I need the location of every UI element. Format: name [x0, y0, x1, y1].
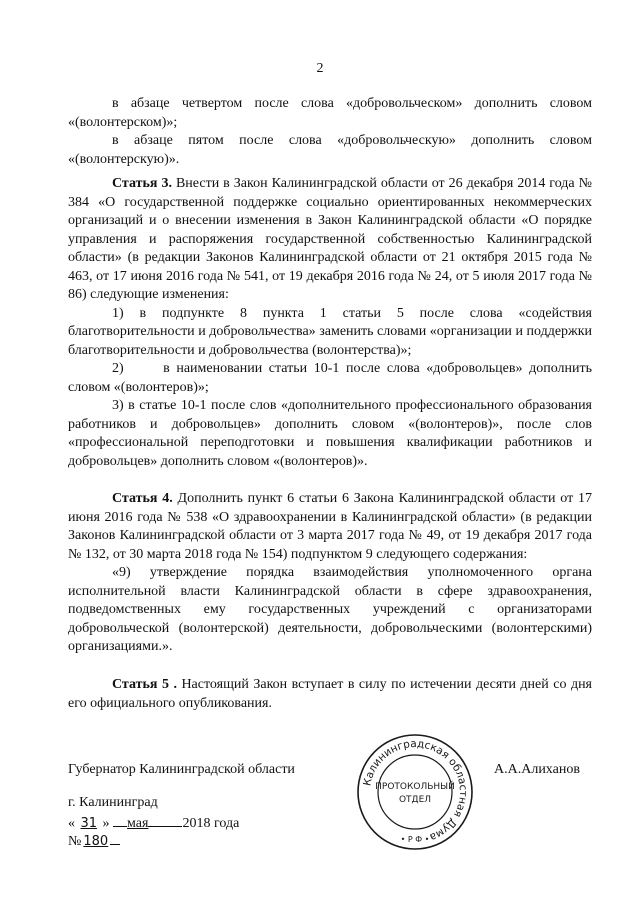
date-blank-1 — [113, 814, 127, 827]
law-number — [68, 832, 120, 850]
signatory-title: Губернатор Калининградской области — [68, 762, 295, 777]
date-year: 2018 года — [182, 816, 240, 831]
date-open-quote: « — [68, 816, 75, 831]
article-5-paragraph — [68, 676, 592, 713]
stamp-center-line-2: ОТДЕЛ — [398, 795, 432, 805]
stamp-ring-text: Калининградская областная Дума — [361, 737, 470, 844]
law-number-blank — [110, 832, 120, 845]
article-3-item-2: 2) в наименовании статьи 10-1 после слова «добровольцев» дополнить словом «(волонтеров)»; — [68, 361, 596, 395]
article-3-item-1: 1) в подпункте 8 пункта 1 статьи 5 после слова «содействия благотворительности и добровольчества» заменить словами «организации и поддержки благотворительности и добровольчества (волонтерства)»; — [68, 305, 592, 358]
article-5-label: Статья 5 . — [112, 677, 177, 692]
article-4-lead — [68, 490, 592, 564]
article-5 — [68, 676, 592, 713]
date-close-quote: » — [102, 816, 110, 831]
place-of-signing: г. Калининград — [68, 795, 158, 810]
article-5-text: Настоящий Закон вступает в силу по истечении десяти дней со дня его официального опубликования. — [68, 677, 592, 711]
signing-date — [68, 814, 239, 832]
article-3-text: Внести в Закон Калининградской области от 26 декабря 2014 года № 384 «О государственной поддержке социально ориентированных некоммерческих организаций и о внесении изменения в Закон Калининградской области «О порядке управления и распоряжения государственной собственностью Калининградской области» (в редакции Законов Калининградской области от 21 октября 2015 года № 463, от 17 июня 2016 года № 541, от 19 декабря 2016 года № 24, от 5 июля 2017 года № 86) следующие изменения: — [68, 176, 592, 302]
stamp-center-line-1: ПРОТОКОЛЬНЫЙ — [375, 782, 455, 792]
date-day: 31 — [80, 816, 98, 831]
signatory-name: А.А.Алиханов — [494, 762, 580, 777]
intro-block — [68, 95, 592, 169]
article-4-label: Статья 4. — [112, 491, 173, 506]
official-stamp — [355, 732, 475, 852]
page-number: 2 — [316, 61, 324, 76]
date-month: мая — [127, 816, 149, 831]
article-3-item-3: 3) в статье 10-1 после слов «дополнительного профессионального образования работников и добровольцев» дополнить словом «(волонтеров)», после слов «профессиональной переподготовки и повышения квалификации работников и добровольцев» дополнить словом «(волонтеров)». — [68, 398, 592, 469]
article-3-label: Статья 3. — [112, 176, 172, 191]
article-4-quote: «9) утверждение порядка взаимодействия уполномоченного органа исполнительной власти Калининградской области в сфере здравоохранения, подведомственных ему государственных учреждений с организаторами добровольческой (волонтерской) деятельности, добровольческими (волонтерскими) организациями.». — [68, 565, 592, 654]
stamp-bottom-text: • Р Ф • — [400, 835, 430, 844]
article-3-lead — [68, 175, 592, 305]
article-3 — [68, 175, 596, 471]
article-4 — [68, 490, 592, 657]
law-number-prefix: № — [68, 834, 82, 849]
intro-paragraph-1: в абзаце четвертом после слова «добровольческом» дополнить словом «(волонтерском)»; — [68, 96, 592, 130]
intro-paragraph-2: в абзаце пятом после слова «добровольческую» дополнить словом «(волонтерскую)». — [68, 133, 592, 167]
date-blank-2 — [148, 814, 182, 827]
stamp-seal-graphic — [355, 732, 475, 852]
article-4-text: Дополнить пункт 6 статьи 6 Закона Калининградской области от 17 июня 2016 года № 538 «О здравоохранении в Калининградской области» (в редакции Законов Калининградской области от 3 марта 2017 года № 49, от 19 декабря 2017 года № 132, от 30 марта 2018 года № 154) подпунктом 9 следующего содержания: — [68, 491, 592, 562]
law-number-value: 180 — [83, 834, 109, 849]
